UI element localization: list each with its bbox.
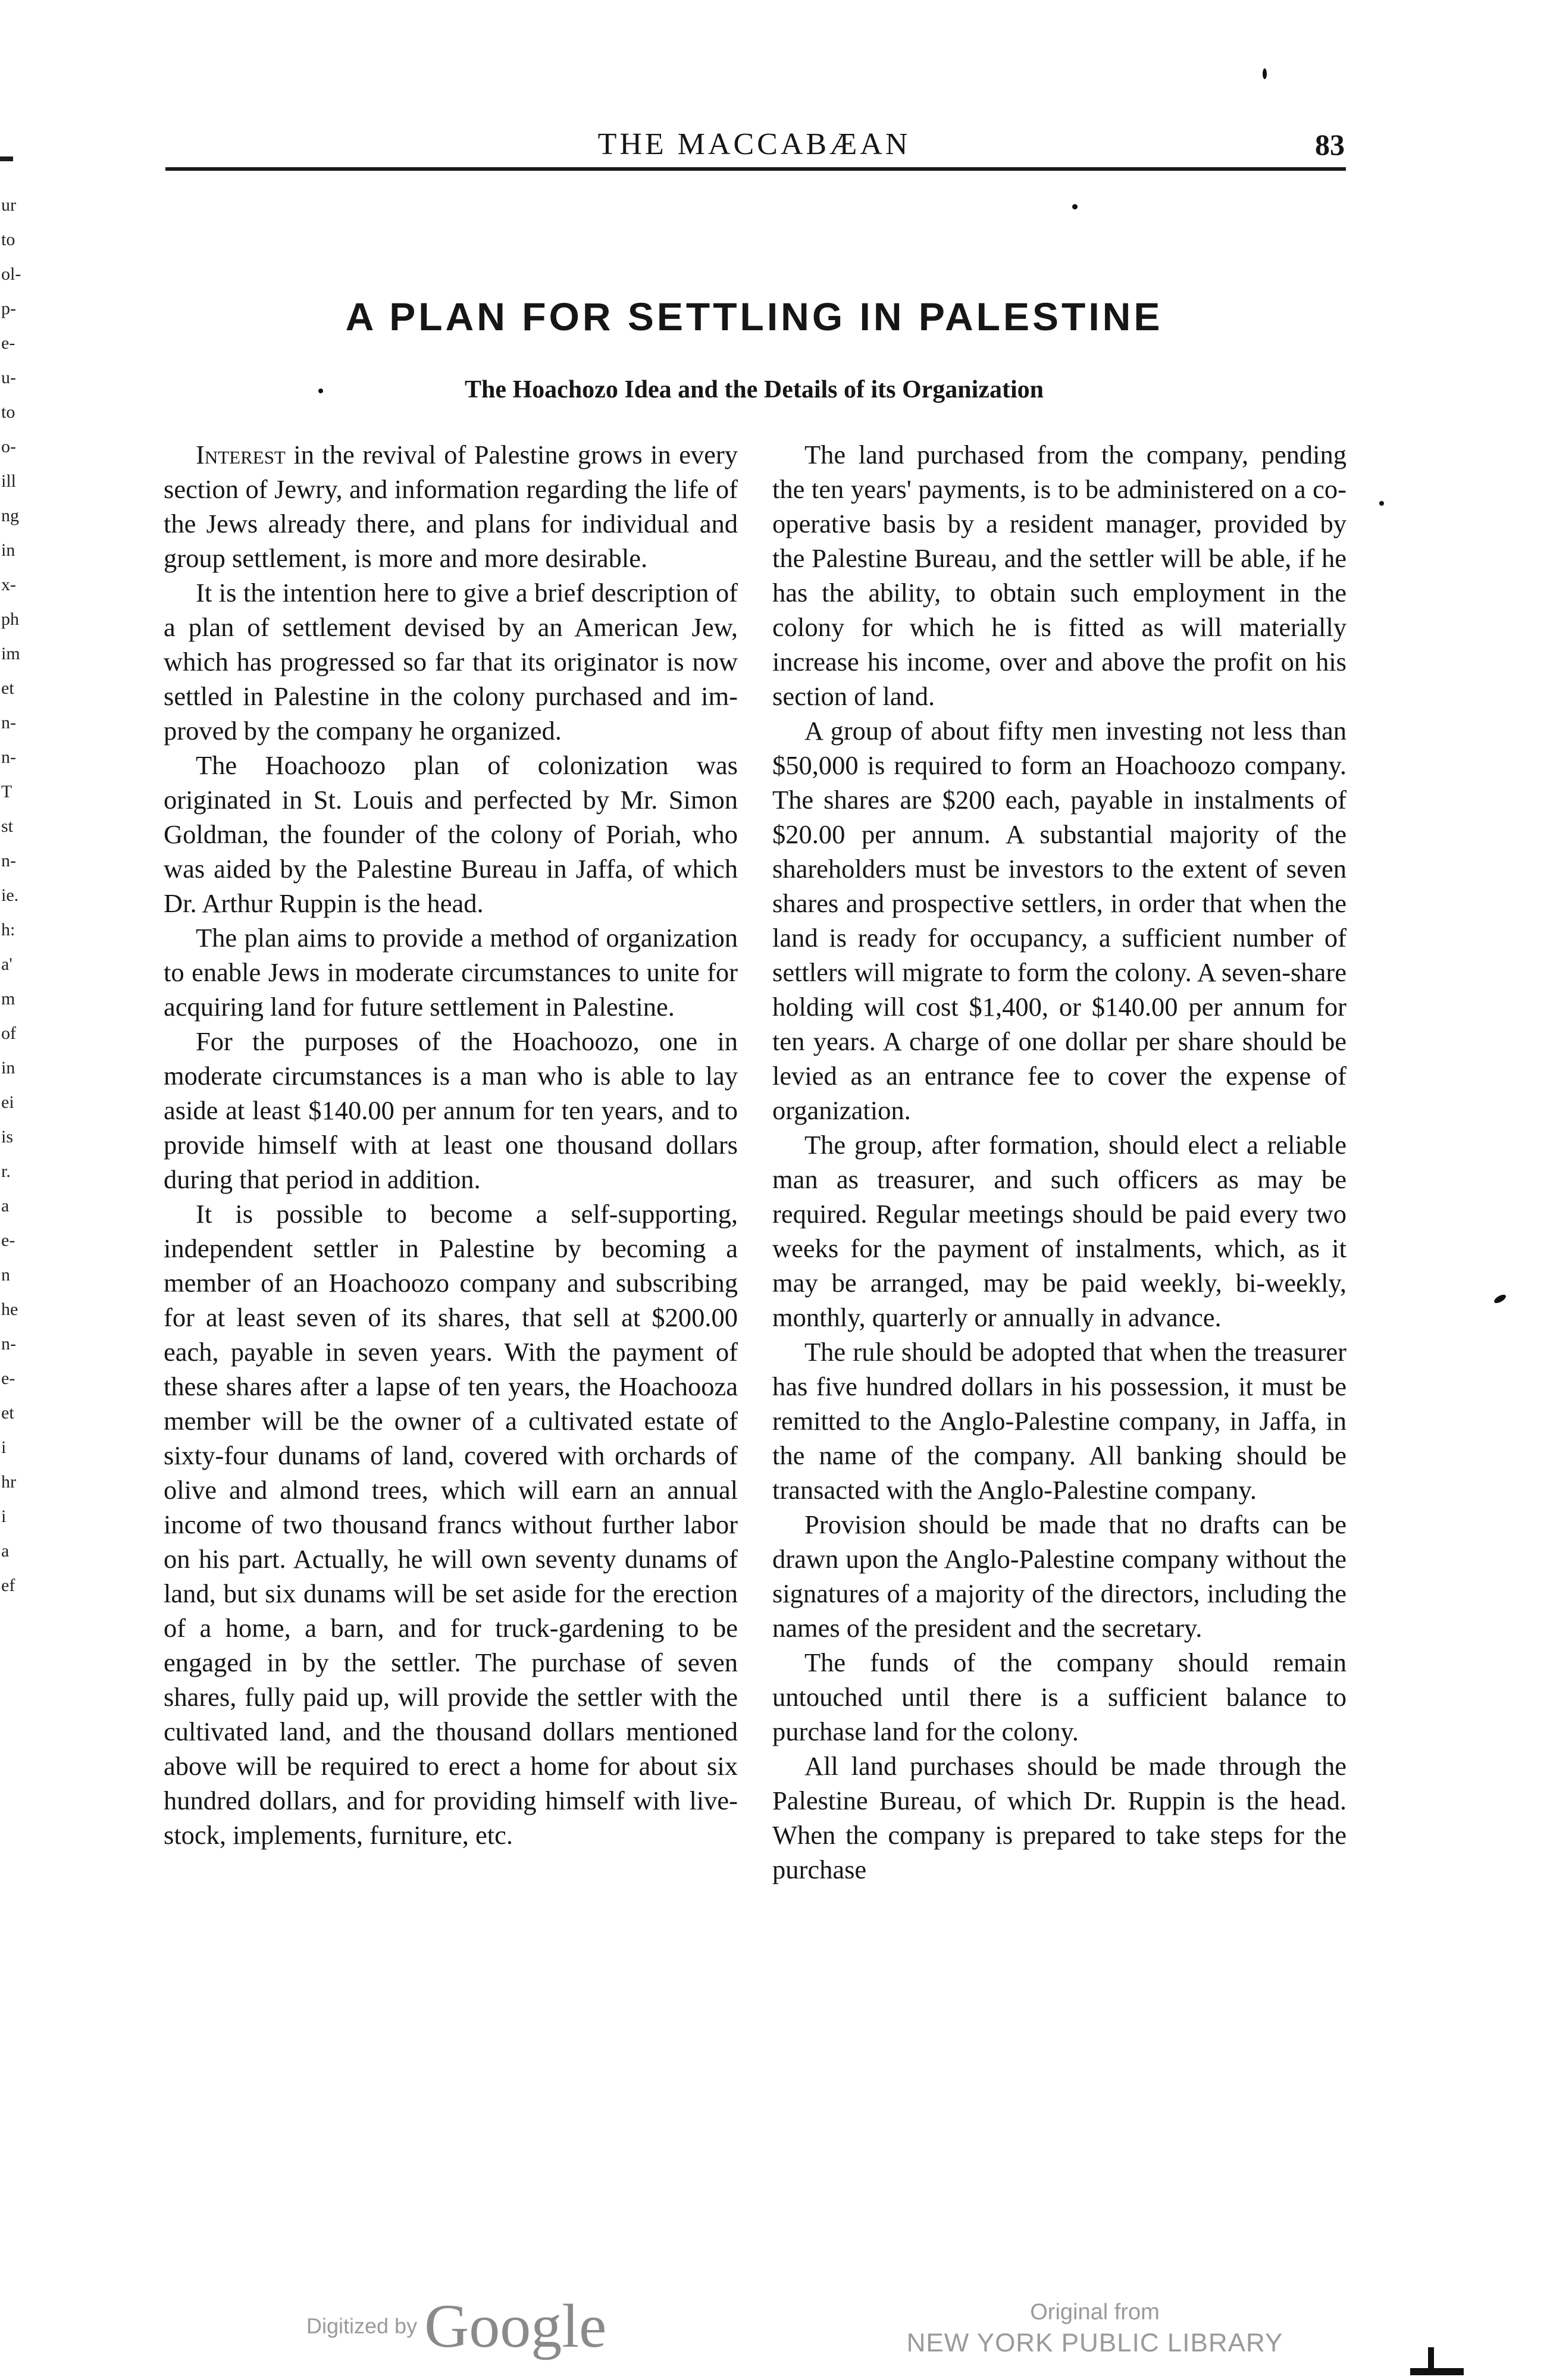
margin-fragment: m xyxy=(1,989,15,1009)
corner-mark xyxy=(1428,2347,1434,2371)
paragraph: The funds of the company should remain untouched until there is a sufficient balance to purchase land for the colony. xyxy=(772,1648,1347,1746)
margin-fragment: n- xyxy=(1,713,16,732)
margin-fragment: a' xyxy=(1,954,12,974)
paragraph: For the purposes of the Hoachoozo, one in moderate circumstances is a man who is able to lay aside at least $140.00 per annum for ten years, and to provide himself with at least one thousand dollars during that period in addition. xyxy=(164,1026,738,1194)
paragraph: The group, after formation, should elect a reliable man as treasurer, and such officers as may be required. Regular meetings should be paid every two weeks for the payment of instalments, which, as it may be arranged, may be paid weekly, bi-weekly, monthly, quarterly or annually in advance. xyxy=(772,1130,1347,1332)
margin-fragment: n- xyxy=(1,747,16,767)
margin-fragment: p- xyxy=(1,299,16,318)
margin-fragment: a xyxy=(1,1541,10,1561)
margin-fragment: i xyxy=(1,1438,7,1457)
margin-mark xyxy=(0,156,13,161)
library-name: NEW YORK PUBLIC LIBRARY xyxy=(906,2328,1283,2357)
margin-fragment: to xyxy=(1,230,15,249)
margin-fragment: ph xyxy=(1,609,19,629)
margin-fragment: ie. xyxy=(1,885,19,905)
original-source-credit xyxy=(893,2298,1297,2360)
margin-fragment: ng xyxy=(1,506,19,525)
margin-fragment: o- xyxy=(1,437,16,456)
margin-fragment: x- xyxy=(1,575,16,594)
paragraph: The Hoachoozo plan of colonization was originated in St. Louis and perfected by Mr. Simon Goldman, the founder of the colony of Poriah, who was aided by the Palestine Bureau in Jaffa, of which Dr. Arthur Ruppin is the head. xyxy=(164,750,738,918)
margin-fragment: a xyxy=(1,1196,10,1216)
margin-fragment: ei xyxy=(1,1092,14,1112)
margin-fragment: e- xyxy=(1,1230,15,1250)
paragraph: It is possible to become a self-supporting, independent settler in Palestine by becoming a member of an Hoachoozo company and subscribing for at least seven of its shares, that sell at $200.00 each, payable in seven years. With the payment of these shares after a lapse of ten years, the Hoachooza member will be the owner of a cultivated estate of sixty-four dunams of land, covered with orchards of olive and almond trees, which will earn an annual income of two thousand francs without further labor on his part. Actually, he will own seventy dunams of land, but six dunams will be set aside for the erection of a home, a barn, and for truck-gardening to be engaged in by the settler. The purchase of seven shares, fully paid up, will provide the settler with the cultivated land, and the thousand dollars mentioned above will be required to erect a home for about six hundred dollars, and for providing himself with live-stock, implements, furniture, etc. xyxy=(164,1199,738,1850)
margin-fragment: of xyxy=(1,1023,16,1043)
paragraph-text: in the revival of Palestine grows in every section of Jewry, and information regarding the life of the Jews already there, and plans for individual and group settlement, is more and more desirable. xyxy=(164,440,738,573)
right-column xyxy=(772,437,1347,1887)
margin-fragment: u- xyxy=(1,368,16,387)
page-number: 83 xyxy=(1315,128,1345,161)
digitized-by-label: Digitized by xyxy=(306,2313,418,2338)
margin-fragment: ol- xyxy=(1,264,21,284)
margin-fragment: ur xyxy=(1,195,16,215)
paragraph: Provision should be made that no drafts can be drawn upon the Anglo-Palestine company without the signatures of a majority of the directors, including the names of the president and the secretary. xyxy=(772,1510,1347,1643)
margin-fragment: in xyxy=(1,1058,15,1078)
scan-speck xyxy=(1493,1293,1507,1305)
google-logo: Google xyxy=(424,2292,607,2360)
margin-fragment: T xyxy=(1,782,12,801)
margin-fragment: n- xyxy=(1,851,16,870)
paragraph: A group of about fifty men investing not less than $50,000 is required to form an Hoachoozo company. The shares are $200 each, payable in instalments of $20.00 per annum. A substantial majority of the shareholders must be investors to the extent of seven shares and prospective settlers, in order that when the land is ready for occupancy, a sufficient number of settlers will migrate to form the colony. A seven-share holding will cost $1,400, or $140.00 per annum for ten years. A charge of one dollar per share should be levied as an entrance fee to cover the expense of organization. xyxy=(772,716,1347,1125)
paragraph: All land purchases should be made through the Palestine Bureau, of which Dr. Ruppin is the head. When the company is prepared to take steps for the purchase xyxy=(772,1751,1347,1884)
paragraph: The land purchased from the company, pending the ten years' payments, is to be administered on a co-operative basis by a resident manager, provided by the Palestine Bureau, and the settler will be able, if he has the ability, to obtain such employment in the colony for which he is fitted as will materially increase his income, over and above the profit on his section of land. xyxy=(772,440,1347,711)
article-subtitle: The Hoachozo Idea and the Details of its Organization xyxy=(465,376,1044,403)
margin-fragment: et xyxy=(1,678,14,698)
margin-fragment: et xyxy=(1,1403,14,1423)
running-title: THE MACCABÆAN xyxy=(597,127,911,161)
paragraph: It is the intention here to give a brief description of a plan of settlement devised by an American Jew, which has progressed so far that its originator is now settled in Palestine in the colony purchased and improved by the company he organized. xyxy=(164,578,738,746)
margin-fragment: ill xyxy=(1,471,17,491)
original-from-label: Original from xyxy=(1030,2300,1160,2325)
margin-fragment: n- xyxy=(1,1334,16,1354)
paragraph: The rule should be adopted that when the treasurer has five hundred dollars in his possession, it must be remitted to the Anglo-Palestine company, in Jaffa, in the name of the company. All banking should be transacted with the Anglo-Palestine company. xyxy=(772,1337,1347,1505)
margin-fragment: n xyxy=(1,1265,10,1285)
scan-speck xyxy=(1263,68,1267,79)
margin-fragment: to xyxy=(1,402,15,422)
scan-speck xyxy=(318,389,323,393)
margin-fragment: im xyxy=(1,644,20,663)
running-head xyxy=(164,127,1345,162)
left-column xyxy=(164,437,738,1852)
corner-mark xyxy=(1410,2368,1464,2375)
margin-fragment: e- xyxy=(1,333,15,353)
scan-speck xyxy=(1072,204,1078,209)
margin-fragment: h: xyxy=(1,920,15,940)
margin-fragment: ef xyxy=(1,1576,15,1595)
lead-word: Interest xyxy=(196,440,286,469)
margin-fragment: is xyxy=(1,1127,14,1147)
header-rule xyxy=(165,167,1346,171)
margin-fragment: he xyxy=(1,1299,18,1319)
margin-fragment: st xyxy=(1,816,14,836)
paragraph xyxy=(164,437,738,575)
left-margin-fragments xyxy=(0,137,25,2160)
article-title: A PLAN FOR SETTLING IN PALESTINE xyxy=(345,295,1163,339)
paragraph: The plan aims to provide a method of organization to enable Jews in moderate circumstances to unite for acquiring land for future settlement in Palestine. xyxy=(164,923,738,1022)
scan-speck xyxy=(1379,501,1384,506)
margin-fragment: hr xyxy=(1,1472,16,1492)
margin-fragment: in xyxy=(1,540,15,560)
digitized-credit xyxy=(306,2291,607,2360)
margin-fragment: i xyxy=(1,1507,7,1526)
margin-fragment: r. xyxy=(1,1161,11,1181)
margin-fragment: e- xyxy=(1,1368,15,1388)
